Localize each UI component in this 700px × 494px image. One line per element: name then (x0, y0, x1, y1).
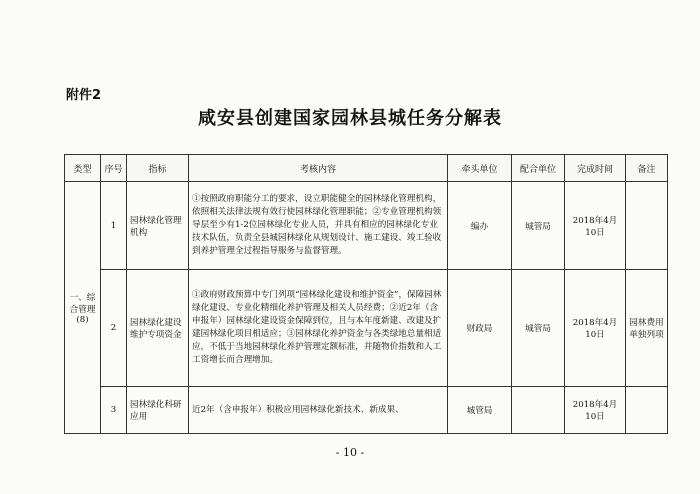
row-remark (626, 387, 668, 434)
table-header-row (65, 155, 668, 182)
row-time: 2018年4月10日 (565, 270, 626, 387)
attachment-label: 附件2 (66, 88, 102, 103)
row-content: 近2年（含申报年）积极应用园林绿化新技术、新成果、 (189, 387, 448, 434)
row-content: ①按照政府职能分工的要求，设立职能健全的园林绿化管理机构，依照相关法律法规有效行使园林绿化管理职能；②专业管理机构领导层至少有1-2位园林绿化专业人员，并具有相应的园林绿化专业技术队伍，负责全县城园林绿化从规划设计、施工建设、竣工验收到养护管理全过程指导服务与监督管理。 (189, 182, 448, 270)
header-coop: 配合单位 (512, 155, 565, 182)
table-row (65, 182, 668, 270)
row-number: 1 (101, 182, 127, 270)
header-remark: 备注 (626, 155, 668, 182)
row-lead: 城管局 (448, 387, 512, 434)
page-number: - 10 - (335, 446, 365, 459)
row-indicator: 园林绿化科研应用 (127, 387, 189, 434)
header-lead: 牵头单位 (448, 155, 512, 182)
table-row (65, 387, 668, 434)
table-row (65, 270, 668, 387)
row-lead: 编办 (448, 182, 512, 270)
row-time: 2018年4月10日 (565, 387, 626, 434)
document-title: 咸安县创建国家园林县城任务分解表 (198, 108, 502, 129)
row-remark (626, 182, 668, 270)
row-coop: 城管局 (512, 270, 565, 387)
header-type: 类型 (65, 155, 101, 182)
row-number: 2 (101, 270, 127, 387)
row-content: ①政府财政预算中专门列项“园林绿化建设和维护资金”，保障园林绿化建设、专业化精细化养护管理及相关人员经费；②近2年（含申报年）园林绿化建设资金保障到位，且与本年度新建、改建及扩建园林绿化项目相适应；③园林绿化养护资金与各类绿地总量相适应，不低于当地园林绿化养护管理定额标准，并随物价指数和人工工资增长而合理增加。 (189, 270, 448, 387)
row-time: 2018年4月10日 (565, 182, 626, 270)
header-time: 完成时间 (565, 155, 626, 182)
row-coop: 城管局 (512, 182, 565, 270)
header-no: 序号 (101, 155, 127, 182)
row-coop (512, 387, 565, 434)
category-cell: 一、综合管理(8) (65, 182, 101, 434)
row-indicator: 园林绿化管理机构 (127, 182, 189, 270)
row-number: 3 (101, 387, 127, 434)
row-remark: 园林费用单独列项 (626, 270, 668, 387)
header-indicator: 指标 (127, 155, 189, 182)
task-table (64, 154, 668, 434)
row-lead: 财政局 (448, 270, 512, 387)
row-indicator: 园林绿化建设维护专项资金 (127, 270, 189, 387)
header-content: 考核内容 (189, 155, 448, 182)
